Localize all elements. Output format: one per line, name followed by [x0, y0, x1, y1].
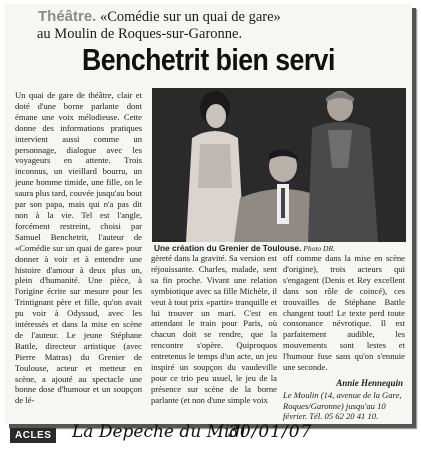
venue-info: Le Moulin (14, avenue de la Gare, Roques/Garonne) jusqu'au 10 février. Tél. 05 62 20 41 10.: [283, 390, 402, 421]
kicker-title: «Comédie sur un quai de gare»: [96, 9, 281, 25]
handwritten-source: La Depeche du Midi: [72, 422, 246, 442]
column-1-text: Un quai de gare de théâtre, clair et doté d'une borne parlante dont émane une voix mélodieuse. Cette donne des informations pratiques intervient aussi comme un personnage, dialogue avec les voyageurs en attente. Trois inconnus, un vieillard bourru, un jeune homme timide, une fille, on le saura plus tard, couvée jusqu'au bout par son papa, mais qui n'a pas dit non à la vie. Tel est l'angle, forcément restreint, choisi par Samuel Benchetrit, l'auteur de «Comédie sur un quai de gare» pour donner à voir et à entendre une histoire d'amour à deux plus un, plein d'humanité. Une pièce, à l'origine écrite sur mesure pour les Trintignant père et fille, qu'on avait pu voir à Odyssud, avec les intéressés et dans la mise en scène de l'auteur. Le jeune Stéphane Battle, directeur artistique (avec Pierre Matras) du Grenier de Toulouse, acteur et metteur en scène, a ajouté au spectacle une bonne dose d'humour et un soupçon de lé-: [15, 90, 142, 406]
caption-text: Une création du Grenier de Toulouse.: [154, 243, 302, 253]
photo-caption: [154, 243, 406, 253]
handwritten-date: 30/01/07: [228, 422, 313, 442]
kicker-location: au Moulin de Roques-sur-Garonne.: [37, 26, 243, 42]
acles-stamp: ACLES: [10, 428, 56, 443]
stage-photo: [152, 88, 406, 242]
headline: Benchetrit bien servi: [82, 42, 335, 77]
author-signature: Annie Hennequin: [336, 378, 403, 388]
caption-credit: Photo DR.: [301, 244, 335, 253]
kicker-section: Théâtre.: [38, 8, 97, 25]
article-column-1: [15, 90, 142, 422]
column-3-text: off comme dans la mise en scène d'origine), trois acteurs qui s'engagent (Denis et Rey excellent dans son rôle de coincé), ces trouvailles de Stéphane Battle changent tout! Le texte perd toute consonance névrotique. Il est parfaitement audible, les mouvements sont lestes et l'humour fuse sans qu'on s'ennuie une seconde.: [283, 253, 405, 373]
column-2-text: gèreté dans la gravité. Sa version est réjouissante. Charles, malade, sent sa fin proche. Vivant une relation symbiotique avec sa fille Michèle, il veut à tout prix «partir» tranquille et lui trouver un mari. C'est en attendant le train pour Paris, où chacun doit se rendre, que la rencontre s'opère. Quiproquos entretenus le temps d'un acte, un jeu inspiré un soupçon du vaudeville pour ce trio peu usuel, le jeu de la présence sur scène de la borne parlante (et non d'une simple voix: [151, 253, 277, 405]
stage-photo-image: [152, 88, 406, 242]
article-column-2: [151, 253, 277, 423]
article-kicker: [38, 9, 418, 25]
